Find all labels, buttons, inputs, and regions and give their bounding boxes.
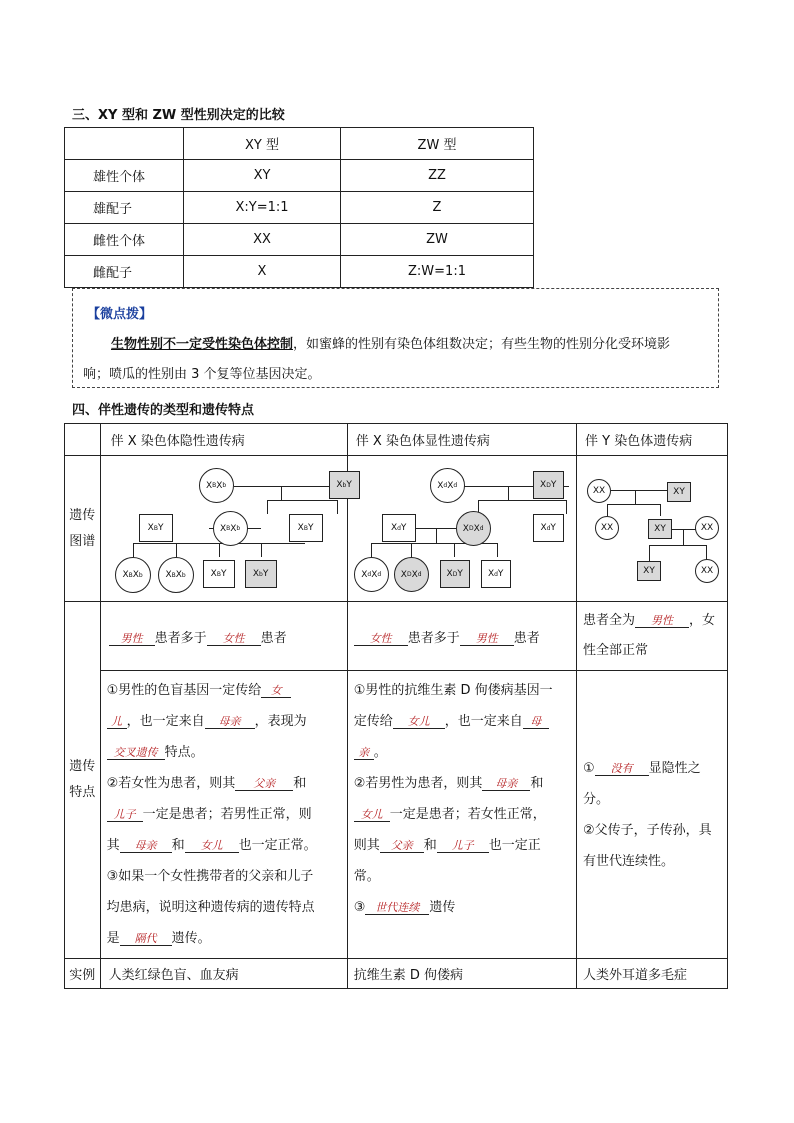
table-cell: ZW [341,224,534,256]
table-header-empty [65,128,184,160]
pedigree-female-normal: XX [587,479,611,503]
pedigree-male-affected: XY [648,519,672,539]
feature-row-2 [65,671,728,959]
tip-line-1 [111,333,711,357]
pedigree-male-affected: X D Y [533,471,564,499]
feature-row-1 [65,602,728,671]
table-cell: X:Y=1:1 [184,192,341,224]
answer-blank: 母 [523,715,549,729]
tip-box [72,288,719,388]
answer-blank: 男性 [460,632,514,646]
pedigree-female-carrier: X B X b [213,511,248,546]
example-x-dominant: 抗维生素 D 佝偻病 [347,959,576,989]
table-cell: ZZ [341,160,534,192]
answer-blank: 没有 [595,762,649,776]
pedigree-male-normal: X B Y [139,514,173,542]
answer-blank: 儿 [107,715,127,729]
example-row [65,959,728,989]
answer-blank: 母亲 [482,777,530,791]
row-label-examples: 实例 [65,959,101,989]
table-header-y-linked: 伴 Y 染色体遗传病 [577,424,728,456]
section4-title: 四、伴性遗传的类型和遗传特点 [72,403,255,418]
table-header-empty [65,424,101,456]
answer-blank: 儿子 [107,808,143,822]
pedigree-female-affected: X D X d [394,557,429,592]
pedigree-female-affected: X D X d [456,511,491,546]
row-label: 雌性个体 [65,224,184,256]
table-header-zw: ZW 型 [341,128,534,160]
pedigree-male-affected: X b Y [329,471,360,499]
pedigree-male-normal: X d Y [533,514,564,542]
table-cell: Z [341,192,534,224]
table-cell: XX [184,224,341,256]
table-header-row [65,424,728,456]
answer-blank: 女性 [354,632,408,646]
sex-linked-inheritance-table [64,423,728,989]
pedigree-female-carrier: X B X b [158,557,194,593]
pedigree-female-normal: X B X b [199,468,234,503]
table-header-xy: XY 型 [184,128,341,160]
pedigree-female-normal: X B X b [115,557,151,593]
answer-blank: 女性 [207,632,261,646]
tip-line-2: 响；喷瓜的性别由 3 个复等位基因决定。 [83,367,321,382]
answer-blank: 交叉遗传 [107,746,165,760]
table-row [65,192,534,224]
row-label: 雄配子 [65,192,184,224]
row-label-pedigree: 遗传图谱 [69,507,96,549]
pedigree-male-affected: X D Y [440,560,470,588]
pedigree-female-normal: X d X d [354,557,389,592]
table-header-x-recessive: 伴 X 染色体隐性遗传病 [100,424,347,456]
pedigree-female-normal: XX [595,516,619,540]
row-label-features: 遗传特点 [69,759,96,800]
table-cell: X [184,256,341,288]
pedigree-male-normal: X d Y [481,560,511,588]
answer-blank: 父亲 [380,839,424,853]
example-x-recessive: 人类红绿色盲、血友病 [100,959,347,989]
feature-detail-y-linked: ① 没有 显隐性之 分。 ②父传子，子传孙，具 有世代连续性。 [577,671,728,959]
table-header-x-dominant: 伴 X 染色体显性遗传病 [347,424,576,456]
answer-blank: 亲 [354,746,374,760]
feature-detail-x-dominant: ①男性的抗维生素 D 佝偻病基因一 定传给 女儿 ，也一定来自 母 亲 。 ②若男性为患者，则其 母亲 和 女儿 一定是患者；若女性正常， 则其 父亲 和 儿子 也一定正 常。 ③ 世代连续 遗传 [347,671,576,959]
answer-blank: 男性 [635,614,689,628]
section3-title: 三、XY 型和 ZW 型性别决定的比较 [72,108,285,123]
pedigree-male-normal: X B Y [289,514,323,542]
answer-blank: 世代连续 [365,901,429,915]
row-label: 雄性个体 [65,160,184,192]
answer-blank: 女儿 [393,715,445,729]
pedigree-x-dominant [347,456,576,602]
table-cell: XY [184,160,341,192]
pedigree-row [65,456,728,602]
table-row [65,160,534,192]
feature-ratio-x-dominant: 女性 患者多于 男性 患者 [347,602,576,671]
tip-text: ，如蜜蜂的性别有染色体组数决定；有些生物的性别分化受环境影 [293,337,671,352]
pedigree-male-affected: XY [637,561,661,581]
pedigree-male-normal: X B Y [203,560,235,588]
table-header-row [65,128,534,160]
pedigree-female-normal: XX [695,516,719,540]
feature-detail-x-recessive: ①男性的色盲基因一定传给 女 儿 ，也一定来自 母亲 ，表现为 交叉遗传 特点。 ②若女性为患者，则其 父亲 和 儿子 一定是患者；若男性正常，则 其 母亲 和 女儿 也一定正常。 ③如果一个女性携带者的父亲和儿子 均患病，说明这种遗传病的遗传特点 是 隔代 遗传。 [100,671,347,959]
answer-blank: 男性 [109,632,155,646]
answer-blank: 儿子 [437,839,489,853]
answer-blank: 女儿 [185,839,239,853]
example-y-linked: 人类外耳道多毛症 [577,959,728,989]
pedigree-male-affected: XY [667,482,691,502]
pedigree-female-normal: X d X d [430,468,465,503]
answer-blank: 父亲 [235,777,293,791]
answer-blank: 母亲 [205,715,255,729]
pedigree-male-normal: X d Y [382,514,416,542]
table-cell: Z:W=1:1 [341,256,534,288]
answer-blank: 隔代 [120,932,172,946]
feature-ratio-y-linked: 患者全为 男性 ，女 性全部正常 [577,602,728,671]
row-label [65,456,101,602]
answer-blank: 女 [261,684,291,698]
tip-title: 【微点拨】 [87,307,153,322]
pedigree-male-affected: X b Y [245,560,277,588]
row-label [65,602,101,959]
tip-lead: 生物性别不一定受性染色体控制 [111,337,294,352]
pedigree-x-recessive [100,456,352,602]
table-row [65,256,534,288]
sex-determination-table [64,127,534,288]
pedigree-y-linked [577,456,728,602]
answer-blank: 女儿 [354,808,390,822]
row-label: 雌配子 [65,256,184,288]
answer-blank: 母亲 [120,839,172,853]
feature-ratio-x-recessive: 男性 患者多于 女性 患者 [100,602,347,671]
pedigree-female-normal: XX [695,559,719,583]
table-row [65,224,534,256]
